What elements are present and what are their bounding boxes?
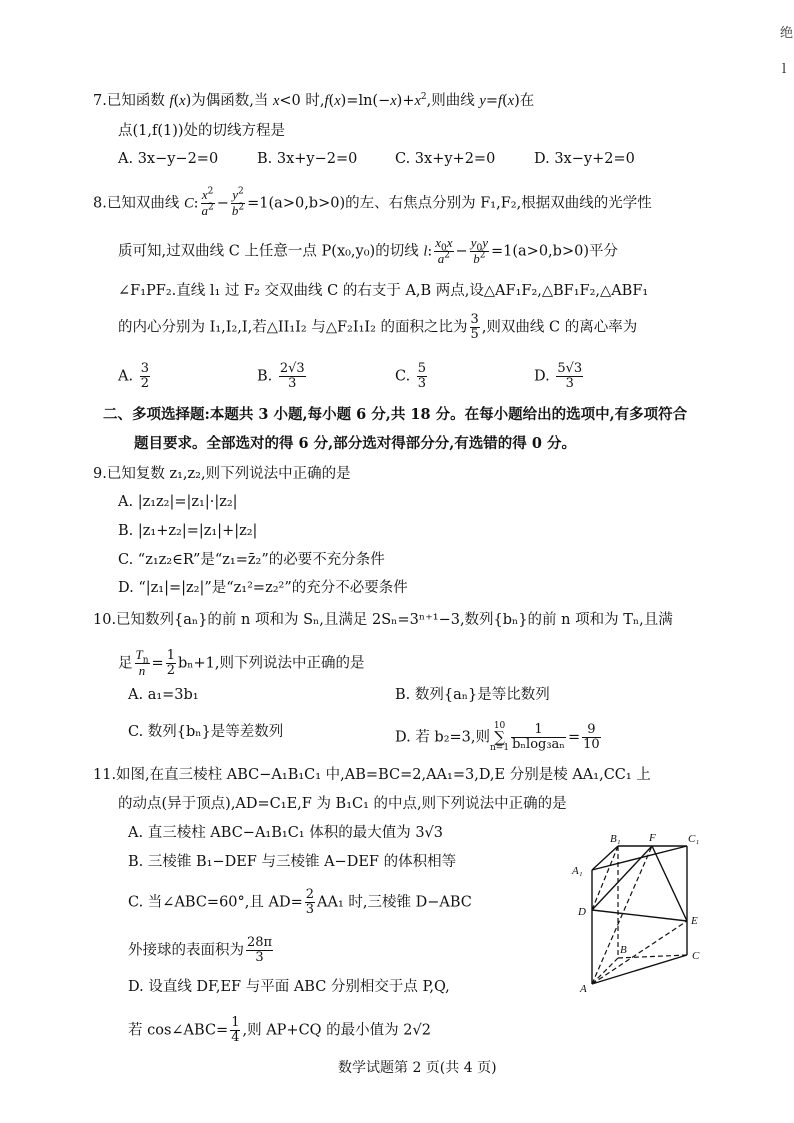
q9-option-d: D. “|z₁|=|z₂|”是“z₁²=z₂²”的充分不必要条件 — [118, 580, 408, 596]
label-B: B — [620, 944, 627, 956]
label-C1: C₁ — [688, 833, 700, 845]
section2-heading-line2: 题目要求。全部选对的得 6 分,部分选对得部分分,有选错的得 0 分。 — [134, 435, 576, 452]
corner-mark-top: 绝 — [780, 26, 794, 41]
q11-option-c-line2 — [128, 936, 275, 965]
segment-A-E-diag — [592, 846, 618, 910]
q8-option-b: B. $\frac{2√3}{3}$ — [257, 361, 305, 391]
q8-line1: 8.已知双曲线 C: $\frac{x^2}{a^2}$ − $\frac{y^2}{b^2}$ =1(a>0,b>0)的左、右焦点分别为 F₁,F₂,根据双曲线的光学性 — [93, 186, 652, 218]
one-half-fraction: $\frac{1}{2}$ — [166, 648, 175, 678]
segment-DE — [592, 910, 687, 921]
q11-option-d2-tail: ,则 AP+CQ 的最小值为 2√2 — [242, 1022, 431, 1039]
q10-option-c: C. 数列{bₙ}是等差数列 — [128, 724, 284, 740]
segment-AF — [592, 846, 652, 984]
q8-line2-head: 质可知,过双曲线 C 上任意一点 P(x₀,y₀)的切线 — [118, 243, 419, 260]
q11-option-c — [128, 888, 472, 917]
q10-line2-tail: bₙ+1,则下列说法中正确的是 — [177, 655, 365, 672]
q10-option-a: A. a₁=3b₁ — [128, 687, 199, 703]
tangent-y-fraction: $\frac{y_0y}{b^2}$ — [470, 235, 488, 266]
q10-line1: 10.已知数列{aₙ}的前 n 项和为 Sₙ,且满足 2Sₙ=3ⁿ⁺¹−3,数列{bₙ}的前 n 项和为 Tₙ,且满 — [93, 612, 673, 628]
page-footer: 数学试题第 2 页(共 4 页) — [338, 1060, 497, 1076]
q11-line1: 11.如图,在直三棱柱 ABC−A₁B₁C₁ 中,AB=BC=2,AA₁=3,D,E 分别是棱 AA₁,CC₁ 上 — [93, 767, 651, 783]
q8-line2: 质可知,过双曲线 C 上任意一点 P(x₀,y₀)的切线 l: $\frac{x_0x}{a^2}$ − $\frac{y_0y}{b^2}$ =1(a>0,b>0)平分 — [118, 235, 618, 266]
label-C: C — [692, 950, 700, 962]
summand-fraction: $\frac{1}{\text{bₙlog₃aₙ}}$ — [512, 722, 565, 752]
q10-option-b: B. 数列{aₙ}是等比数列 — [395, 687, 550, 703]
q7-option-b: B. 3x+y−2=0 — [257, 151, 358, 167]
q9-option-b: B. |z₁+z₂|=|z₁|+|z₂| — [118, 523, 258, 539]
corner-mark-second: l — [782, 62, 787, 77]
tn-over-n-fraction: $\frac{T_n}{n}$ — [135, 647, 149, 678]
q7-stem-line2: 点(1,f(1))处的切线方程是 — [118, 123, 286, 139]
q7-option-d: D. 3x−y+2=0 — [534, 151, 635, 167]
q7-option-c: C. 3x+y+2=0 — [395, 151, 496, 167]
q11-option-d2-head: 若 cos∠ABC= — [128, 1022, 229, 1039]
q10-line2: 足 $\frac{T_n}{n}$ = $\frac{1}{2}$ bₙ+1,则下列说法中正确的是 — [118, 647, 365, 678]
segment-DF — [592, 846, 652, 910]
nine-tenths-fraction: $\frac{9}{10}$ — [583, 722, 600, 752]
q9-option-a: A. |z₁z₂|=|z₁|·|z₂| — [118, 494, 238, 510]
q11-option-c-tail: AA₁ 时,三棱锥 D−ABC — [317, 894, 472, 911]
q11-option-c2-head: 外接球的表面积为 — [128, 942, 244, 959]
q11-option-c-head: C. 当∠ABC=60°,且 AD= — [128, 894, 303, 911]
surface-area-fraction: $\frac{28\pi}{3}$ — [247, 935, 273, 965]
q7-stem: 7.已知函数 f(x)为偶函数,当 x<0 时$,f(x)=\ln(-x)+x^2$,则曲线 y=f(x)在 — [93, 92, 535, 109]
edge-A1C1 — [592, 846, 687, 870]
label-E: E — [691, 915, 698, 927]
segment-EF — [652, 846, 687, 921]
one-quarter-fraction: $\frac{1}{4}$ — [231, 1015, 240, 1045]
q8-line4-head: 的内心分别为 I₁,I₂,I,若△II₁I₂ 与△F₂I₁I₂ 的面积之比为 — [118, 319, 468, 336]
q8-line2-tail: (a>0,b>0)平分 — [512, 243, 618, 260]
q11-option-a: A. 直三棱柱 ABC−A₁B₁C₁ 体积的最大值为 3√3 — [128, 825, 444, 841]
q8-line3: ∠F₁PF₂.直线 l₁ 过 F₂ 交双曲线 C 的右支于 A,B 两点,设△AF₁F₂,△BF₁F₂,△ABF₁ — [118, 283, 649, 299]
q10-option-d: D. 若 b₂=3,则 10 ∑ n=1 $\frac{1}{\text{bₙlog₃aₙ}}$ = $\frac{9}{10}$ — [395, 721, 600, 753]
two-thirds-fraction: $\frac{2}{3}$ — [305, 887, 315, 917]
label-F: F — [649, 832, 656, 844]
q11-option-d-line2 — [128, 1016, 431, 1045]
summation-symbol: 10 ∑ n=1 — [490, 721, 510, 753]
q8-option-a: A. $\frac{3}{2}$ — [118, 361, 149, 391]
q9-option-c: C. “z₁z₂∈R”是“z₁=z̄₂”的必要不充分条件 — [118, 552, 385, 568]
tangent-x-fraction: $\frac{x_0x}{a^2}$ — [435, 235, 453, 266]
y2-over-b2-fraction: $\frac{y^2}{b^2}$ — [231, 186, 245, 218]
q8-line4-tail: ,则双曲线 C 的离心率为 — [481, 319, 638, 336]
label-B1: B₁ — [610, 833, 621, 845]
x2-over-a2-fraction: $\frac{x^2}{a^2}$ — [201, 186, 214, 218]
q7-stem-prefix: 7.已知函数 — [93, 93, 165, 109]
q10-option-d-head: D. 若 b₂=3,则 — [395, 729, 491, 746]
q8-option-c: C. $\frac{5}{3}$ — [395, 361, 427, 391]
label-A1: A₁ — [572, 865, 583, 877]
ratio-fraction: $\frac{3}{5}$ — [470, 312, 479, 342]
q11-line2: 的动点(异于顶点),AD=C₁E,F 为 B₁C₁ 的中点,则下列说法中正确的是 — [118, 796, 567, 812]
prism-figure — [560, 822, 710, 997]
q10-line2-head: 足 — [118, 655, 133, 672]
q9-stem: 9.已知复数 z₁,z₂,则下列说法中正确的是 — [93, 466, 351, 482]
label-D: D — [578, 906, 586, 918]
q8-line1-tail: (a>0,b>0)的左、右焦点分别为 F₁,F₂,根据双曲线的光学性 — [268, 195, 652, 212]
section2-heading: 二、多项选择题:本题共 3 小题,每小题 6 分,共 18 分。在每小题给出的选项中,有多项符合 — [103, 406, 688, 423]
q11-option-b: B. 三棱锥 B₁−DEF 与三棱锥 A−DEF 的体积相等 — [128, 854, 457, 870]
q8-option-d: D. $\frac{5√3}{3}$ — [534, 361, 583, 391]
label-A: A — [580, 983, 587, 995]
q8-prefix: 8.已知双曲线 — [93, 195, 180, 212]
q11-option-d: D. 设直线 DF,EF 与平面 ABC 分别相交于点 P,Q, — [128, 979, 450, 995]
q8-line4 — [118, 313, 637, 342]
q7-option-a: A. 3x−y−2=0 — [118, 151, 219, 167]
